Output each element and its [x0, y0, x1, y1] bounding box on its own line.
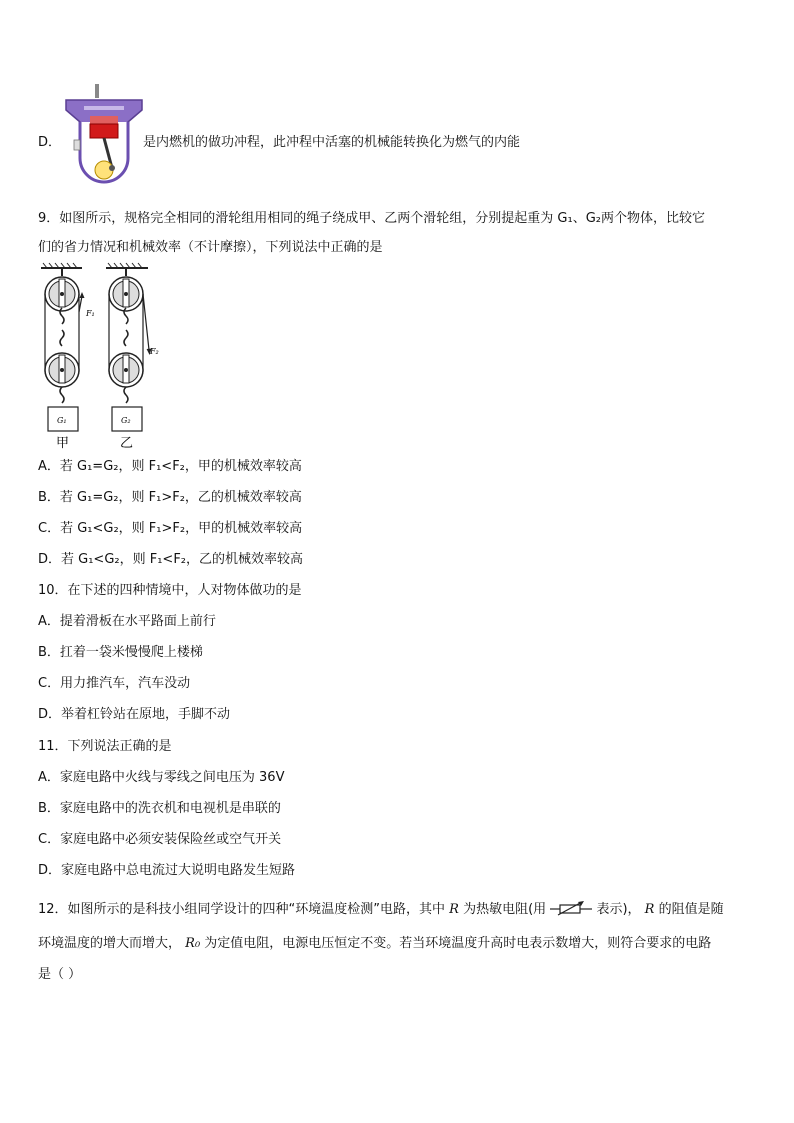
g1-label: G₁: [57, 416, 67, 425]
q12-line1: [38, 900, 724, 919]
g2-label: G₂: [121, 416, 131, 425]
q9-option-b: B．若 G₁=G₂，则 F₁>F₂，乙的机械效率较高: [38, 490, 302, 505]
ceiling-yi: [106, 263, 148, 268]
q9-option-d: D．若 G₁<G₂，则 F₁<F₂，乙的机械效率较高: [38, 552, 304, 567]
q12-line3: 是（ ）: [38, 967, 82, 982]
r0-symbol: R₀: [185, 936, 201, 951]
q12-line1-b: 为热敏电阻(用: [463, 902, 547, 917]
q10-option-c: C．用力推汽车，汽车没动: [38, 676, 191, 691]
label-jia: 甲: [56, 436, 70, 450]
q12-line1-c: 表示)，: [596, 902, 641, 917]
f2-label: F₂: [150, 347, 159, 356]
q11-option-b: B．家庭电路中的洗衣机和电视机是串联的: [38, 801, 281, 816]
q12-line2: [38, 935, 711, 953]
r-symbol: R: [449, 902, 459, 917]
option-d-text: 是内燃机的做功冲程，此冲程中活塞的机械能转换化为燃气的内能: [143, 135, 521, 150]
q10-option-d: D．举着杠铃站在原地，手脚不动: [38, 707, 231, 722]
q11-stem: 11．下列说法正确的是: [38, 739, 172, 754]
thermistor-symbol-icon: [550, 900, 592, 916]
q9-stem-line2: 们的省力情况和机械效率（不计摩擦），下列说法中正确的是: [38, 240, 383, 255]
label-yi: 乙: [120, 436, 134, 450]
q11-option-c: C．家庭电路中必须安装保险丝或空气开关: [38, 832, 282, 847]
ceiling-jia: [41, 263, 82, 268]
q12-line2-a: 环境温度的增大而增大，: [38, 936, 182, 951]
engine-stroke-diagram: [64, 82, 144, 196]
r-symbol-2: R: [644, 902, 655, 917]
q9-option-c: C．若 G₁<G₂，则 F₁>F₂，甲的机械效率较高: [38, 521, 303, 536]
q12-line1-d: 的阻值是随: [658, 902, 724, 917]
q11-option-d: D．家庭电路中总电流过大说明电路发生短路: [38, 863, 296, 878]
q12-line1-a: 12．如图所示的是科技小组同学设计的四种“环境温度检测”电路，其中: [38, 902, 446, 917]
q12-line2-b: 为定值电阻，电源电压恒定不变。若当环境温度升高时电表示数增大，则符合要求的电路: [204, 936, 712, 951]
pulley-system-figure: [38, 262, 168, 450]
q11-option-a: A．家庭电路中火线与零线之间电压为 36V: [38, 770, 285, 785]
q10-option-a: A．提着滑板在水平路面上前行: [38, 614, 216, 629]
q9-option-a: A．若 G₁=G₂，则 F₁<F₂，甲的机械效率较高: [38, 459, 302, 474]
option-d-label: D．: [38, 135, 62, 150]
f1-label: F₁: [86, 309, 95, 318]
q10-option-b: B．扛着一袋米慢慢爬上楼梯: [38, 645, 203, 660]
q9-stem-line1: 9．如图所示，规格完全相同的滑轮组用相同的绳子绕成甲、乙两个滑轮组，分别提起重为 G₁、G₂两个物体，比较它: [38, 211, 705, 226]
q10-stem: 10．在下述的四种情境中，人对物体做功的是: [38, 583, 302, 598]
